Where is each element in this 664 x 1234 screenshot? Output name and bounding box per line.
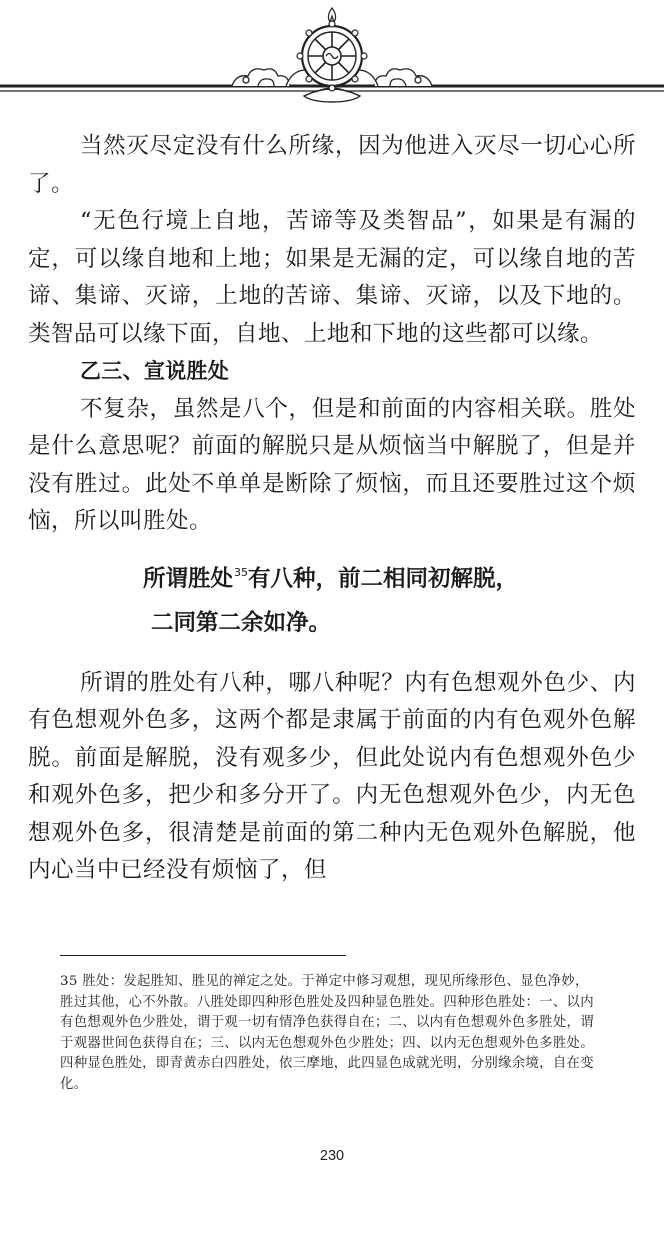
header-ornament <box>0 0 664 110</box>
page-number: 230 <box>319 1148 345 1164</box>
paragraph: 当然灭尽定没有什么所缘，因为他进入灭尽一切心心所了。 <box>28 133 636 197</box>
verse-text: 有八种，前二相同初解脱， <box>248 565 519 592</box>
footnote-text: 35 胜处：发起胜知、胜见的禅定之处。于禅定中修习观想，现见所缘形色、显色净妙，胜过其他，心不外散。八胜处即四种形色胜处及四种显色胜处。四种形色胜处：一、以内有色想观外色少胜处，谓于观一切有情净色获得自在；二、以内有色想观外色多胜处，谓于观器世间色获得自在；三、以内无色想观外色少胜处；四、以内无色想观外色多胜处。 <box>60 974 594 1051</box>
dharma-wheel-icon <box>297 8 367 102</box>
page-header <box>0 0 664 110</box>
paragraph: 不复杂，虽然是八个，但是和前面的内容相关联。胜处是什么意思呢？前面的解脱只是从烦恼当中解脱了，但是并没有胜过。此处不单单是断除了烦恼，而且还要胜过这个烦恼，所以叫胜处。 <box>28 395 636 534</box>
paragraph: “无色行境上自地，苦谛等及类智品”，如果是有漏的定，可以缘自地和上地；如果是无漏的定，可以缘自地的苦谛、集谛、灭谛，上地的苦谛、集谛、灭谛，以及下地的。类智品可以缘下面，自地、上地和下地的这些都可以缘。 <box>28 208 636 347</box>
cloud-scroll-right-icon <box>352 69 432 86</box>
verse-line-1 <box>28 553 636 599</box>
paragraph: 所谓的胜处有八种，哪八种呢？内有色想观外色少、内有色想观外色多，这两个都是隶属于前面的内有色观外色解脱。前面是解脱，没有观多少，但此处说内有色想观外色少和观外色多，把少和多分开了。内无色想观外色少，内无色想观外色多，很清楚是前面的第二种内无色观外色解脱，他内心当中已经没有烦恼了，但 <box>28 669 636 883</box>
footnote-ref[interactable]: 35 <box>234 565 249 579</box>
section-heading: 乙三、宣说胜处 <box>80 359 230 383</box>
footnote <box>60 972 600 1095</box>
cloud-scroll-left-icon <box>232 69 312 86</box>
verse-text: 所谓胜处 <box>143 565 234 592</box>
main-text <box>28 128 636 890</box>
footnote-text: 四种显色胜处，即青黄赤白四胜处，依三摩地，此四显色成就光明，分别缘余境，自在变化。 <box>60 1056 594 1092</box>
footnote-divider <box>60 955 346 956</box>
verse-line-2: 二同第二余如净。 <box>151 609 332 636</box>
